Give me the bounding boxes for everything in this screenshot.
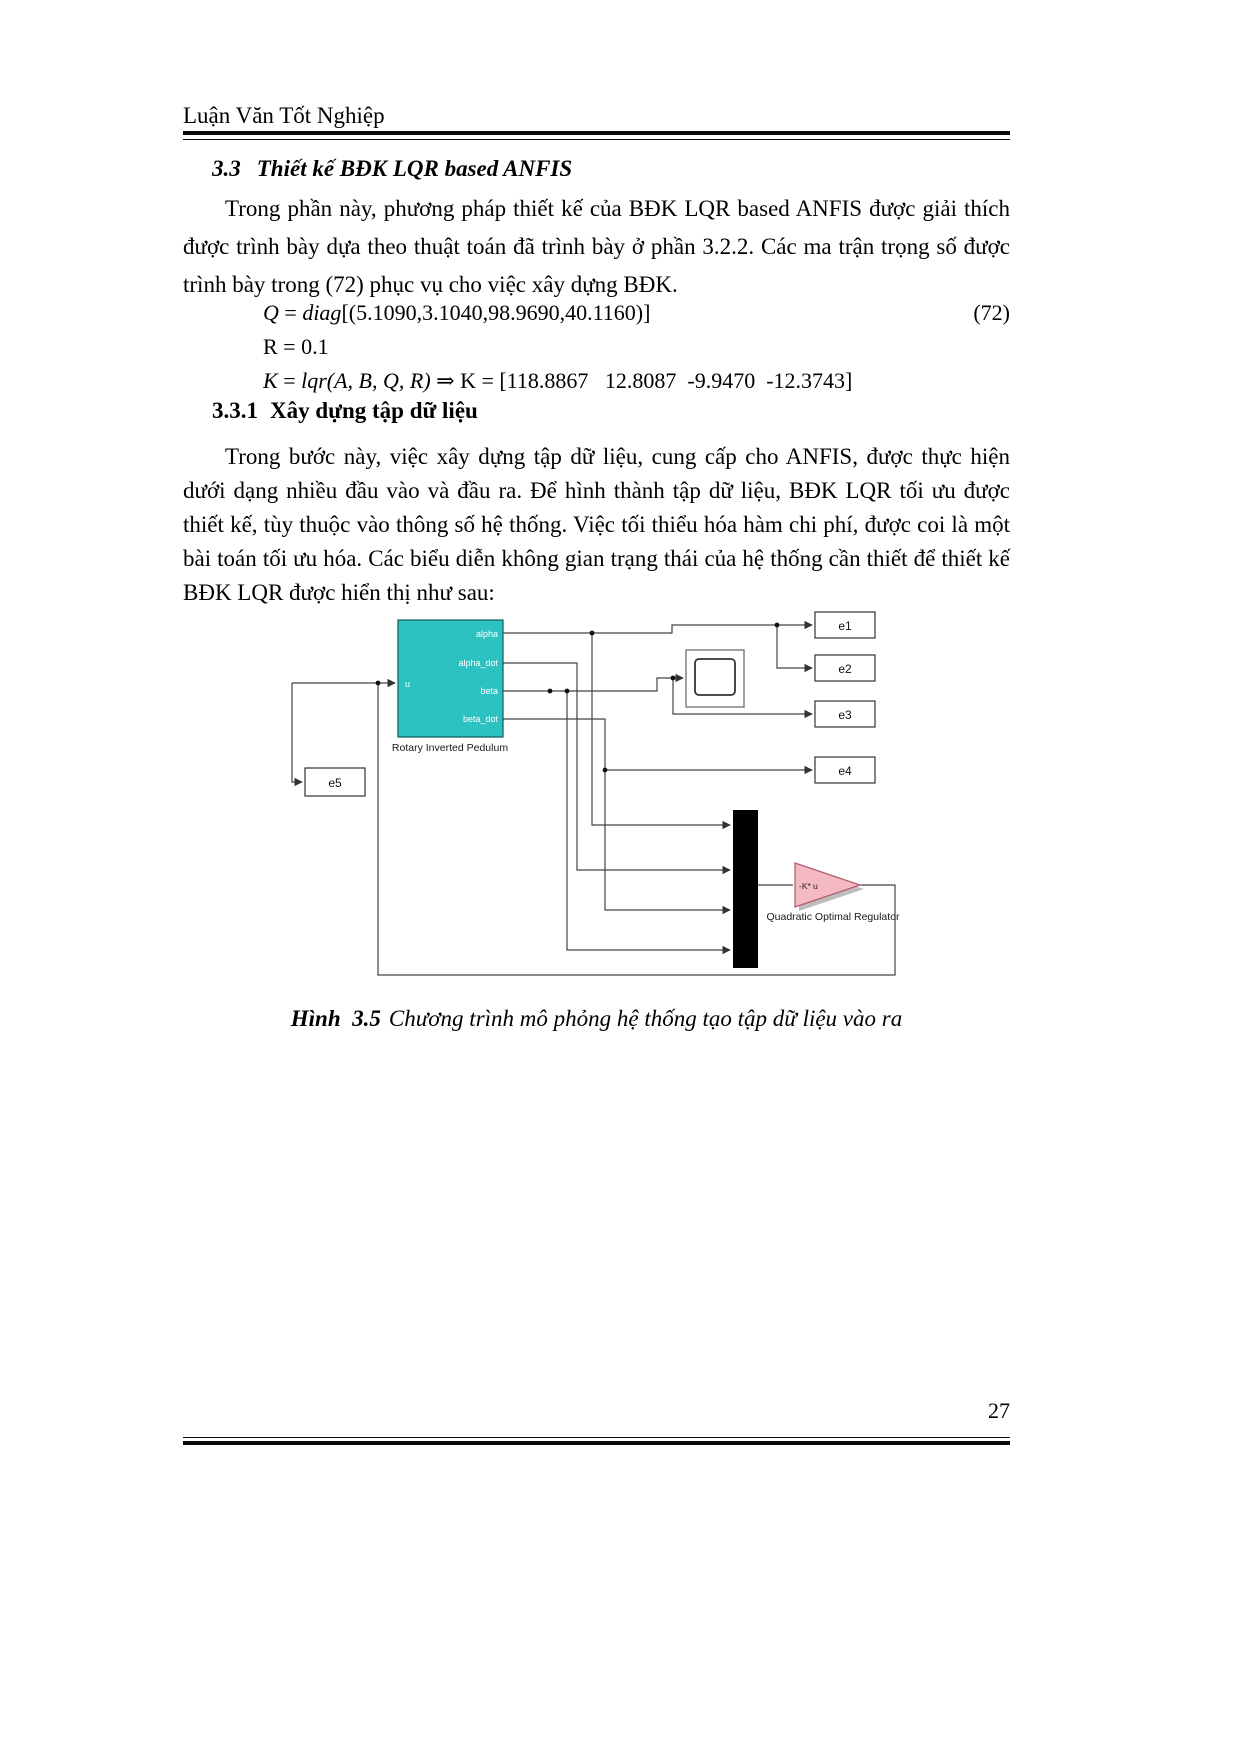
sink-block-e5 — [305, 768, 365, 796]
eq-k-func: lqr — [301, 368, 327, 393]
wire-out4-to-mux — [503, 719, 730, 910]
eq-q-rel: = — [278, 300, 303, 325]
sink-label-e4: e4 — [838, 764, 852, 778]
equation-number: (72) — [973, 300, 1010, 325]
simulink-diagram — [287, 598, 927, 998]
sink-block-e4 — [815, 757, 875, 783]
page-number: 27 — [988, 1398, 1010, 1423]
equation-r — [263, 330, 1010, 364]
figure-caption-label: Hình 3.5 — [290, 1006, 381, 1031]
sink-block-e1 — [815, 612, 875, 638]
figure-caption — [183, 1006, 1010, 1032]
eq-q-body: [(5.1090,3.1040,98.9690,40.1160)] — [341, 300, 651, 325]
footer-rule — [183, 1437, 1010, 1445]
section-3-3-title: Thiết kế BĐK LQR based ANFIS — [256, 156, 573, 181]
figure-caption-text: Chương trình mô phỏng hệ thống tạo tập dữ liệu vào ra — [388, 1006, 903, 1031]
section-3-3-heading — [212, 156, 572, 182]
eq-q-var: Q — [263, 300, 279, 325]
plant-input-port-label: u — [405, 679, 411, 689]
sink-block-e2 — [815, 655, 875, 681]
scope-screen — [695, 659, 735, 695]
wire-out3-to-scope — [503, 678, 683, 691]
eq-k-rel: = — [277, 368, 302, 393]
plant-block — [392, 620, 508, 754]
section-3-3-1-title: Xây dựng tập dữ liệu — [270, 398, 478, 423]
plant-output-label-alpha: alpha — [475, 629, 498, 639]
wire-to-e2 — [777, 625, 812, 668]
paragraph-dataset: Trong bước này, việc xây dựng tập dữ liệu, cung cấp cho ANFIS, được thực hiện dưới dạng nhiều đầu vào và đầu ra. Để hình thành tập dữ liệu, BĐK LQR tối ưu được thiết kế, tùy thuộc vào thông số hệ thống. Việc tối thiểu hóa hàm chi phí, được coi là một bài toán tối ưu hóa. Các biểu diễn không gian trạng thái của hệ thống cần thiết để thiết kế BĐK LQR được hiển thị như sau: — [183, 444, 1010, 605]
header-rule — [183, 131, 1010, 140]
sink-label-e3: e3 — [838, 708, 852, 722]
eq-q-func: diag — [302, 300, 342, 325]
mux-block — [733, 810, 758, 968]
section-3-3-number: 3.3 — [212, 156, 241, 181]
plant-output-label-alpha-dot: alpha_dot — [458, 658, 498, 668]
plant-output-label-beta-dot: beta_dot — [462, 714, 498, 724]
eq-k-result: ⇒ K = [118.8867 12.8087 -9.9470 -12.3743] — [430, 368, 853, 393]
sink-label-e2: e2 — [838, 662, 852, 676]
section-3-3-1-heading — [212, 398, 478, 424]
wire-out1-to-e1 — [503, 625, 812, 633]
equation-block — [263, 296, 1010, 398]
eq-r-text: R = 0.1 — [263, 334, 329, 359]
plant-block-name: Rotary Inverted Pedulum — [391, 742, 509, 754]
scope-block — [686, 650, 744, 707]
gain-icon-label: -K* u — [799, 881, 818, 891]
plant-output-label-beta: beta — [480, 686, 498, 696]
gain-block — [766, 863, 900, 923]
sink-block-e3 — [815, 701, 875, 727]
gain-block-name: Quadratic Optimal Regulator — [766, 911, 900, 923]
page-header-title: Luận Văn Tốt Nghiệp — [183, 103, 385, 128]
sink-label-e1: e1 — [838, 619, 852, 633]
eq-k-args: (A, B, Q, R) — [326, 368, 431, 393]
wire-to-e5 — [292, 683, 302, 782]
sink-label-e5: e5 — [328, 776, 342, 790]
section-3-3-1-number: 3.3.1 — [212, 398, 258, 423]
equation-q — [263, 296, 1010, 330]
equation-k — [263, 364, 1010, 398]
paragraph-intro: Trong phần này, phương pháp thiết kế của BĐK LQR based ANFIS được giải thích được trình bày dựa theo thuật toán đã trình bày ở phần 3.2.2. Các ma trận trọng số được trình bày trong (72) phục vụ cho việc xây dựng BĐK. — [183, 196, 1010, 297]
eq-k-var: K — [263, 368, 278, 393]
